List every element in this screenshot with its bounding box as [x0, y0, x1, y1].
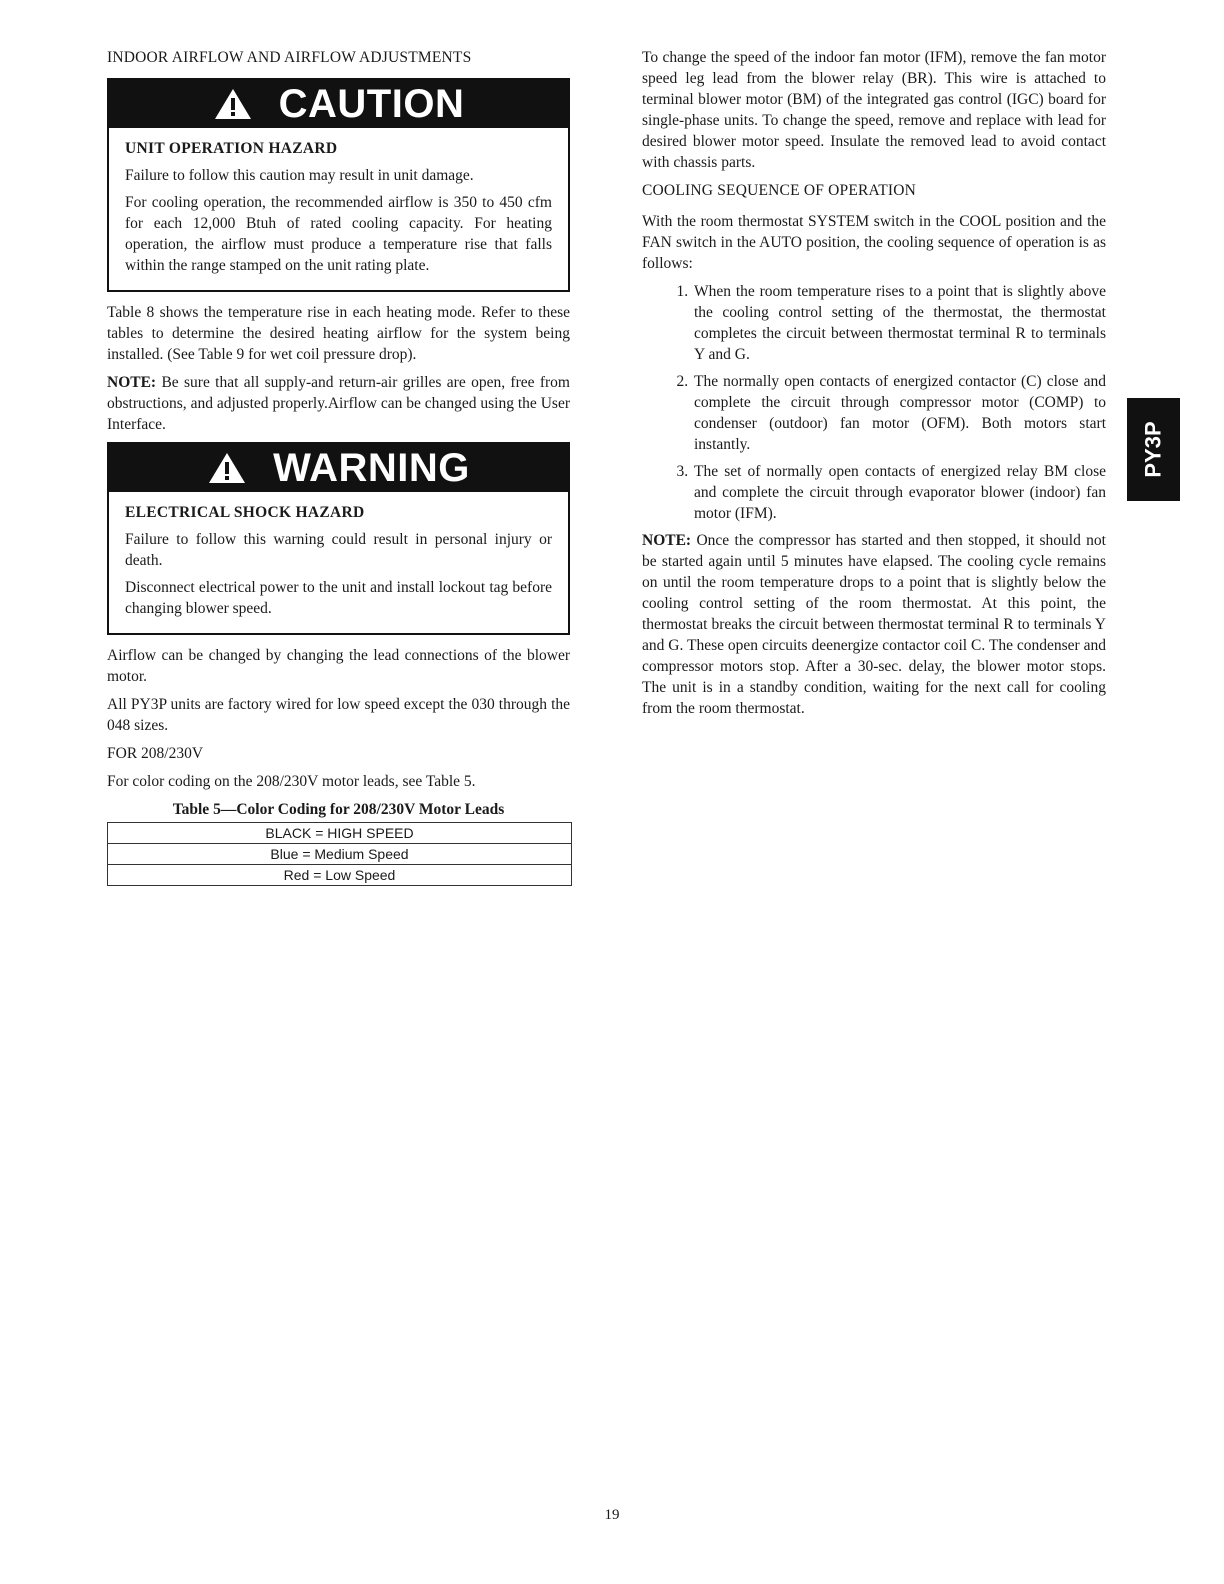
warning-title: ELECTRICAL SHOCK HAZARD — [125, 504, 365, 521]
voltage-heading: FOR 208/230V — [107, 745, 204, 762]
warning-label: WARNING — [273, 445, 470, 490]
table-cell: Blue = Medium Speed — [108, 844, 572, 865]
section-title: INDOOR AIRFLOW AND AIRFLOW ADJUSTMENTS — [107, 49, 472, 66]
table-cell: Red = Low Speed — [108, 865, 572, 886]
caution-label: CAUTION — [278, 81, 465, 126]
list-item: 2. The normally open contacts of energized contactor (C) close and complete the circuit through compressor motor (COMP) to condenser (outdoor) fan motor (OFM). Both motors start instantly. — [692, 371, 1106, 455]
cooling-paragraph: With the room thermostat SYSTEM switch in the COOL position and the FAN switch in the AUTO position, the cooling sequence of operation is as follows: — [642, 213, 1106, 272]
table8-paragraph: Table 8 shows the temperature rise in each heating mode. Refer to these tables to determine the desired heating airflow for the system being installed. (See Table 9 for wet coil pressure drop). — [107, 304, 570, 363]
warning-line-1: Failure to follow this warning could result in personal injury or death. — [125, 531, 552, 569]
cooling-section-title: COOLING SEQUENCE OF OPERATION — [642, 182, 917, 199]
color-coding-table — [107, 822, 572, 886]
warning-line-2: Disconnect electrical power to the unit and install lockout tag before changing blower speed. — [125, 579, 552, 617]
table-row — [108, 865, 572, 886]
table-row — [108, 823, 572, 844]
table-cell: BLACK = HIGH SPEED — [108, 823, 572, 844]
py3p-paragraph: All PY3P units are factory wired for low speed except the 030 through the 048 sizes. — [107, 696, 570, 734]
cooling-note-paragraph — [642, 530, 1106, 719]
warning-triangle-icon — [213, 87, 253, 121]
note-text: Be sure that all supply-and return-air grilles are open, free from obstructions, and adjusted properly.Airflow can be changed using the User Interface. — [107, 374, 570, 433]
cooling-steps — [642, 281, 1106, 524]
list-item: 1. When the room temperature rises to a point that is slightly above the cooling control setting of the thermostat, the thermostat completes the circuit between thermostat terminal R to terminals Y and G. — [692, 281, 1106, 365]
list-item: 3. The set of normally open contacts of energized relay BM close and complete the circuit through evaporator blower (indoor) fan motor (IFM). — [692, 461, 1106, 524]
warning-triangle-icon — [207, 451, 247, 485]
caution-line-1: Failure to follow this caution may result in unit damage. — [125, 167, 474, 184]
warning-body — [109, 492, 568, 633]
table5-caption: Table 5—Color Coding for 208/230V Motor Leads — [172, 801, 505, 818]
caution-line-2: For cooling operation, the recommended airflow is 350 to 450 cfm for each 12,000 Btuh of rated cooling capacity. For heating operation, the airflow must produce a temperature rise that falls within the range stamped on the unit rating plate. — [125, 194, 552, 274]
ifm-paragraph: To change the speed of the indoor fan motor (IFM), remove the fan motor speed leg lead from the blower relay (BR). This wire is attached to terminal blower motor (BM) of the integrated gas control (IGC) board for single-phase units. To change the speed, remove and replace with lead for desired blower motor speed. Insulate the removed lead to avoid contact with chassis parts. — [642, 49, 1106, 171]
color-coding-paragraph: For color coding on the 208/230V motor leads, see Table 5. — [107, 773, 476, 790]
side-tab — [1127, 398, 1180, 501]
warning-banner — [109, 444, 568, 492]
note-text: Once the compressor has started and then stopped, it should not be started again until 5 minutes have elapsed. The cooling cycle remains on until the room temperature drops to a point that is slightly below the cooling control setting of the room thermostat. At this point, the thermostat breaks the circuit between thermostat terminal R to terminals Y and G. These open circuits deenergize contactor coil C. The condenser and compressor motors stop. After a 30-sec. delay, the blower motor stops. The unit is in a standby condition, waiting for the next call for cooling from the room thermostat. — [642, 532, 1106, 717]
right-column — [642, 47, 1106, 726]
caution-title: UNIT OPERATION HAZARD — [125, 140, 338, 157]
left-column — [107, 47, 570, 886]
table-row — [108, 844, 572, 865]
side-tab-label: PY3P — [1141, 421, 1167, 478]
airflow-paragraph: Airflow can be changed by changing the lead connections of the blower motor. — [107, 647, 570, 685]
caution-body — [109, 128, 568, 290]
page-number: 19 — [604, 1507, 620, 1523]
note-label: NOTE: — [642, 532, 692, 549]
note-paragraph — [107, 372, 570, 435]
note-label: NOTE: — [107, 374, 157, 391]
caution-box — [107, 78, 570, 292]
warning-box — [107, 442, 570, 635]
caution-banner — [109, 80, 568, 128]
